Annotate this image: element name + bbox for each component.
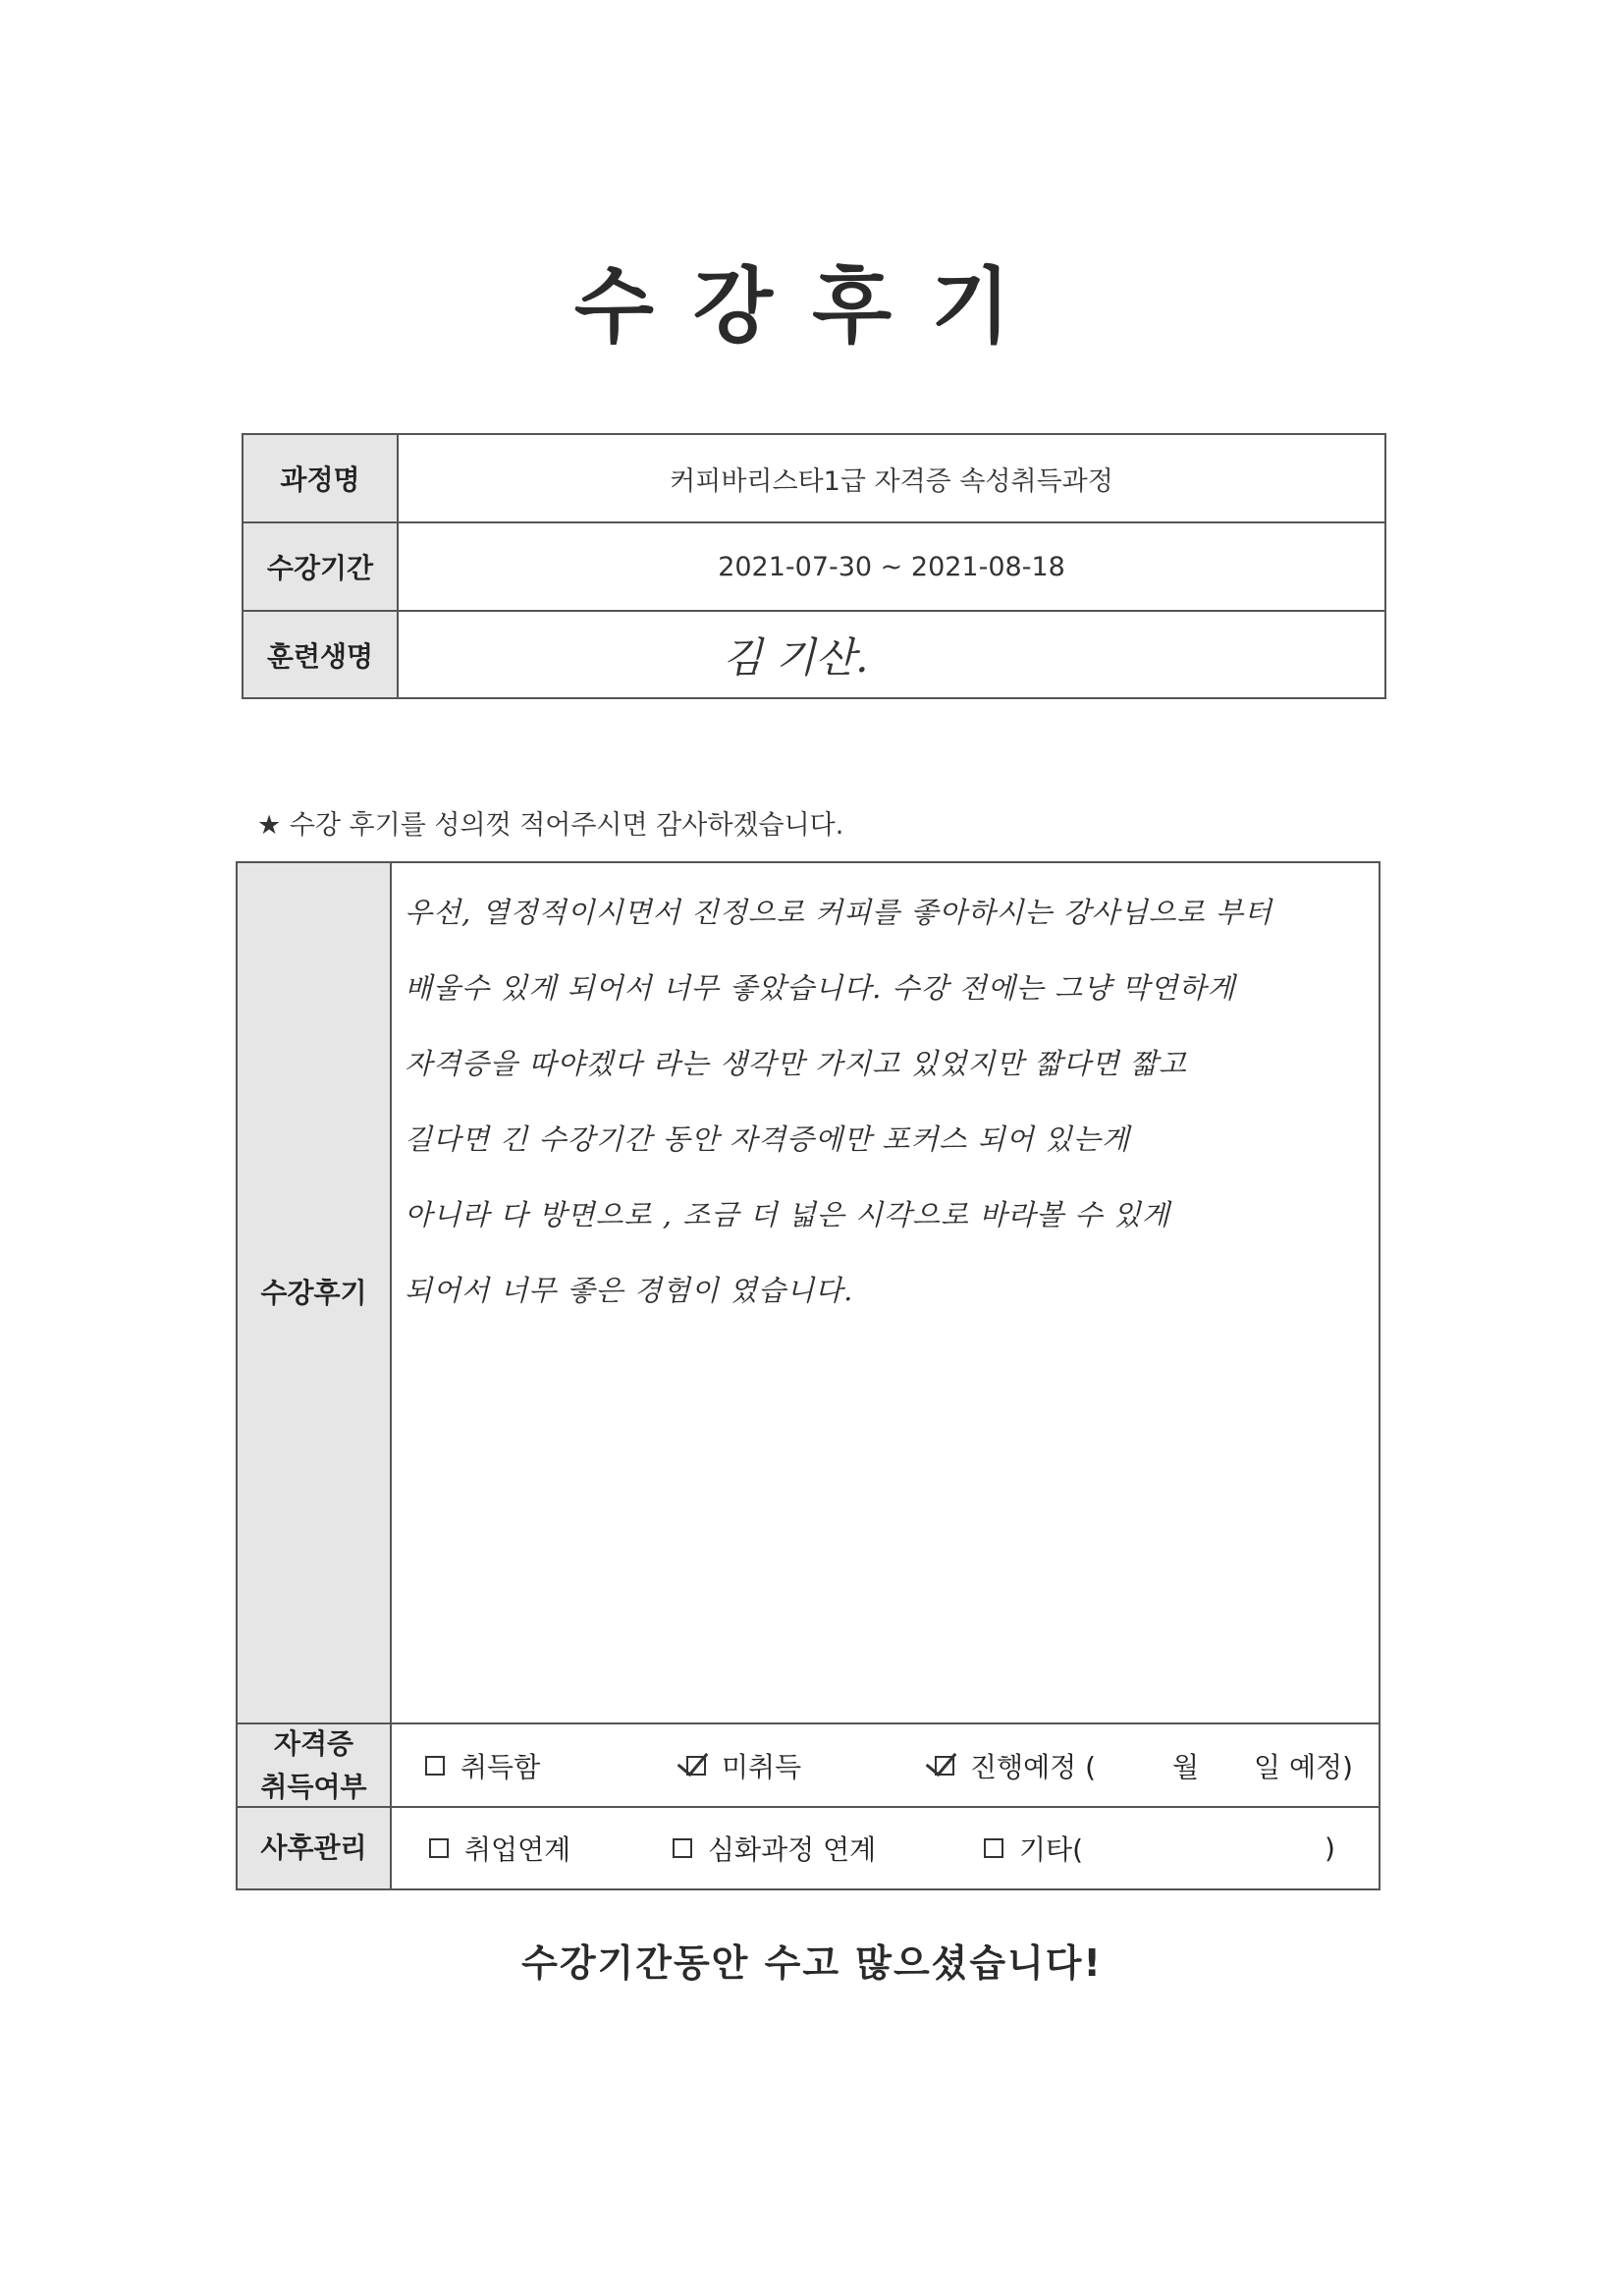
certification-label-line1: 자격증 [273,1726,354,1760]
period-label: 수강기간 [244,523,399,610]
notice-text: ★ 수강 후기를 성의껏 적어주시면 감사하겠습니다. [257,810,844,841]
closing-message: 수강기간동안 수고 많으셨습니다! [521,1941,1103,1985]
trainee-label: 훈련생명 [244,612,399,697]
option-planned[interactable] [935,1746,1096,1785]
period-row [244,523,1384,612]
course-info-table [242,433,1386,699]
trainee-name: 김 기산. [723,632,869,682]
checkbox-icon[interactable] [429,1838,449,1858]
review-line: 아니라 다 방면으로 , 조금 더 넓은 시각으로 바라볼 수 있게 [405,1198,1170,1231]
checkbox-icon[interactable] [673,1838,692,1858]
option-planned-label: 진행예정 ( [970,1750,1097,1783]
planned-day: 일 예정) [1254,1750,1353,1783]
aftercare-row [238,1808,1379,1888]
certification-label [238,1724,392,1806]
certification-label-line2: 취득여부 [260,1770,367,1803]
option-not-acquired[interactable] [686,1746,801,1785]
aftercare-options [392,1808,1379,1888]
option-other-close: ) [1325,1831,1335,1865]
review-line: 되어서 너무 좋은 경험이 였습니다. [405,1274,854,1307]
option-advanced-course-label: 심화과정 연계 [708,1833,877,1866]
option-job-link[interactable] [429,1829,570,1868]
period-value: 2021-07-30 ~ 2021-08-18 [718,551,1065,582]
review-table [236,861,1380,1890]
option-not-acquired-label: 미취득 [722,1750,802,1783]
option-advanced-course[interactable] [673,1829,876,1868]
option-acquired[interactable] [425,1746,540,1785]
checkbox-icon[interactable] [425,1756,445,1776]
review-row [238,863,1379,1724]
certification-row [238,1724,1379,1808]
option-acquired-label: 취득함 [460,1750,541,1783]
planned-month: 월 [1172,1750,1200,1783]
trainee-row [244,612,1384,697]
page-title: 수강후기 [573,258,1051,355]
checked-checkbox-icon[interactable] [935,1756,954,1776]
certification-options [392,1724,1379,1806]
option-other-label: 기타( [1019,1833,1084,1866]
review-line: 자격증을 따야겠다 라는 생각만 가지고 있었지만 짧다면 짧고 [405,1047,1187,1080]
option-job-link-label: 취업연계 [464,1833,571,1866]
course-label: 과정명 [244,435,399,521]
review-line: 길다면 긴 수강기간 동안 자격증에만 포커스 되어 있는게 [405,1122,1130,1156]
aftercare-label: 사후관리 [238,1808,392,1888]
review-label: 수강후기 [238,863,392,1722]
review-text [405,875,1359,1329]
course-value: 커피바리스타1급 자격증 속성취득과정 [670,465,1113,497]
option-other[interactable] [984,1829,1083,1868]
checkbox-icon[interactable] [984,1838,1003,1858]
course-row [244,435,1384,523]
checked-checkbox-icon[interactable] [686,1756,706,1776]
review-line: 우선, 열정적이시면서 진정으로 커피를 좋아하시는 강사님으로 부터 [405,896,1272,929]
review-line: 배울수 있게 되어서 너무 좋았습니다. 수강 전에는 그냥 막연하게 [405,971,1236,1005]
